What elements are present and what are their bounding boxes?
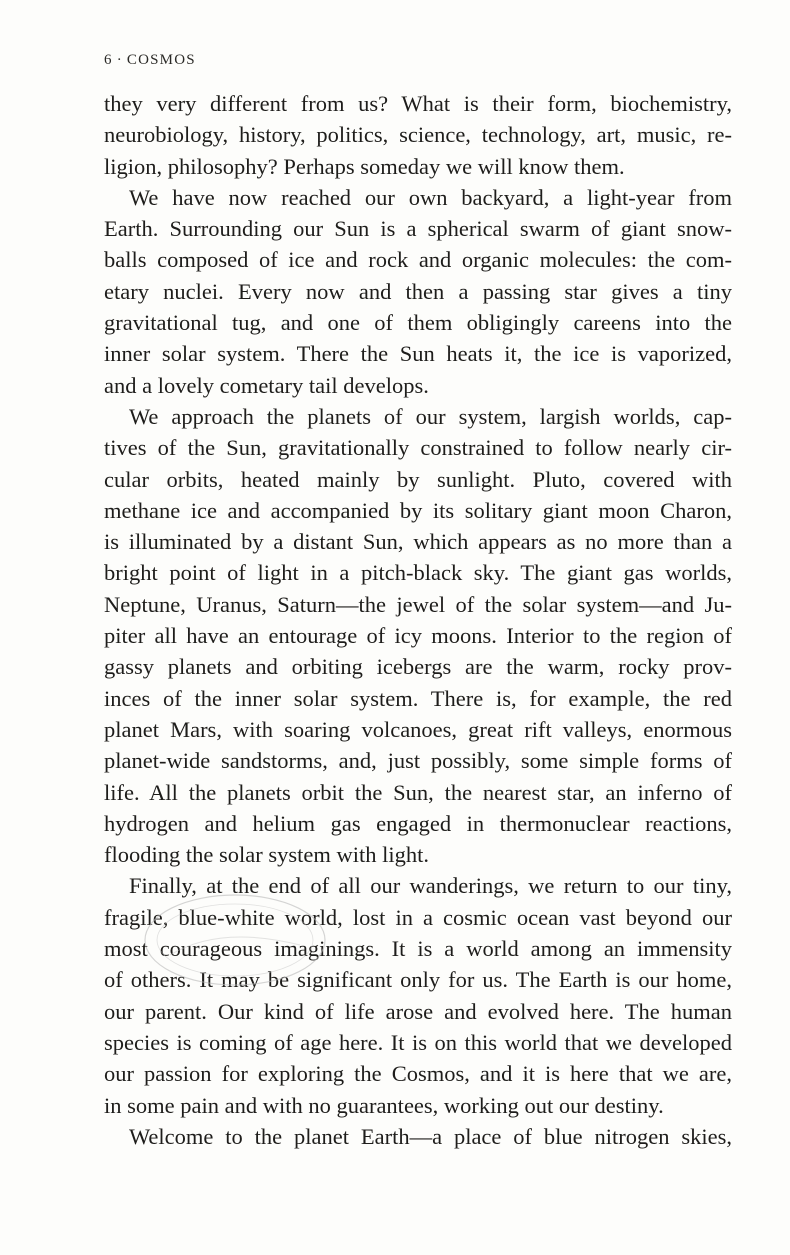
text-line: Earth. Surrounding our Sun is a spherical swarm of giant snow- [104, 216, 732, 242]
text-line: is illuminated by a distant Sun, which appears as no more than a [104, 529, 732, 555]
text-line: We have now reached our own backyard, a light-year from [129, 184, 732, 210]
text-line: Finally, at the end of all our wanderings, we return to our tiny, [129, 873, 732, 899]
text-line: they very different from us? What is their form, biochemistry, [104, 91, 732, 116]
running-title: COSMOS [126, 52, 196, 68]
text-line: gassy planets and orbiting icebergs are the warm, rocky prov- [104, 654, 732, 680]
text-line: species is coming of age here. It is on this world that we developed [104, 1029, 732, 1055]
text-line: our parent. Our kind of life arose and evolved here. The human [104, 998, 732, 1024]
text-line: fragile, blue-white world, lost in a cosmic ocean vast beyond our [104, 904, 732, 930]
text-line: life. All the planets orbit the Sun, the nearest star, an inferno of [104, 779, 732, 805]
text-line: planet-wide sandstorms, and, just possibly, some simple forms of [104, 748, 732, 774]
text-line: flooding the solar system with light. [104, 842, 429, 868]
text-line: tives of the Sun, gravitationally constrained to follow nearly cir- [104, 435, 732, 461]
text-line: neurobiology, history, politics, science, technology, art, music, re- [104, 122, 732, 148]
header-separator: · [116, 52, 123, 68]
text-line: etary nuclei. Every now and then a passing star gives a tiny [104, 278, 732, 304]
text-line: most courageous imaginings. It is a world among an immensity [104, 936, 732, 962]
page-number: 6 [104, 52, 113, 68]
text-line: inces of the inner solar system. There is, for example, the red [104, 685, 732, 711]
text-line: bright point of light in a pitch-black sky. The giant gas worlds, [104, 560, 732, 586]
text-line: our passion for exploring the Cosmos, and it is here that we are, [104, 1061, 732, 1087]
text-line: cular orbits, heated mainly by sunlight. Pluto, covered with [104, 466, 732, 492]
text-line: ligion, philosophy? Perhaps someday we will know them. [104, 153, 625, 179]
text-line: hydrogen and helium gas engaged in thermonuclear reactions, [104, 810, 732, 836]
text-line: Welcome to the planet Earth—a place of blue nitrogen skies, [129, 1123, 732, 1149]
text-line: inner solar system. There the Sun heats it, the ice is vaporized, [104, 341, 732, 367]
text-line: Neptune, Uranus, Saturn—the jewel of the solar system—and Ju- [104, 591, 732, 617]
text-line: in some pain and with no guarantees, working out our destiny. [104, 1092, 664, 1118]
running-head [104, 52, 196, 69]
text-line: We approach the planets of our system, largish worlds, cap- [129, 403, 732, 429]
text-line: methane ice and accompanied by its solitary giant moon Charon, [104, 497, 732, 523]
body-text [104, 88, 732, 1152]
text-line: planet Mars, with soaring volcanoes, great rift valleys, enormous [104, 716, 732, 742]
text-line: piter all have an entourage of icy moons. Interior to the region of [104, 623, 732, 649]
text-line: of others. It may be significant only for us. The Earth is our home, [104, 967, 732, 993]
text-line: and a lovely cometary tail develops. [104, 372, 429, 398]
text-line: balls composed of ice and rock and organic molecules: the com- [104, 247, 732, 273]
text-line: gravitational tug, and one of them obligingly careens into the [104, 310, 732, 336]
